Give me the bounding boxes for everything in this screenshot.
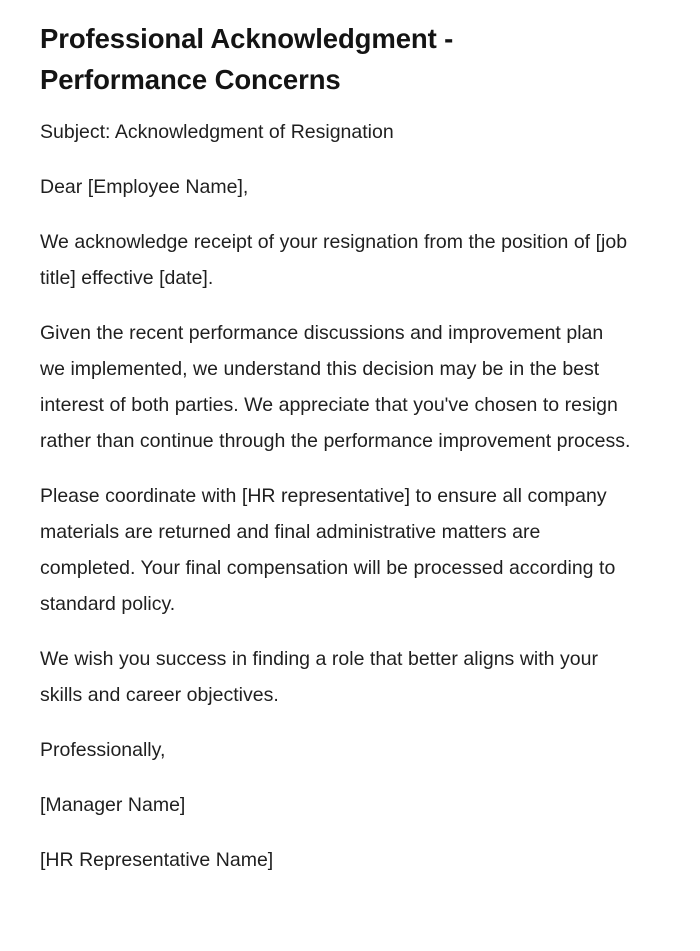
paragraph-well-wishes: We wish you success in finding a role that better aligns with your skills and career objectives. bbox=[40, 648, 598, 706]
salutation: Dear [Employee Name], bbox=[40, 176, 249, 198]
signature-manager-name: [Manager Name] bbox=[40, 794, 186, 816]
page-title: Professional Acknowledgment - Performance Concerns bbox=[40, 23, 454, 95]
paragraph-offboarding-instructions: Please coordinate with [HR representative] to ensure all company materials are returned and final administrative matters are completed. Your final compensation will be processed according to standard policy. bbox=[40, 485, 616, 615]
letter-body bbox=[40, 114, 658, 878]
signature-hr-representative-name: [HR Representative Name] bbox=[40, 849, 274, 871]
subject-line: Subject: Acknowledgment of Resignation bbox=[40, 121, 394, 143]
paragraph-performance-context: Given the recent performance discussions and improvement plan we implemented, we understand this decision may be in the best interest of both parties. We appreciate that you've chosen to resign rather than continue through the performance improvement process. bbox=[40, 322, 631, 452]
closing-salutation: Professionally, bbox=[40, 739, 166, 761]
paragraph-acknowledgment: We acknowledge receipt of your resignation from the position of [job title] effective [date]. bbox=[40, 231, 628, 289]
